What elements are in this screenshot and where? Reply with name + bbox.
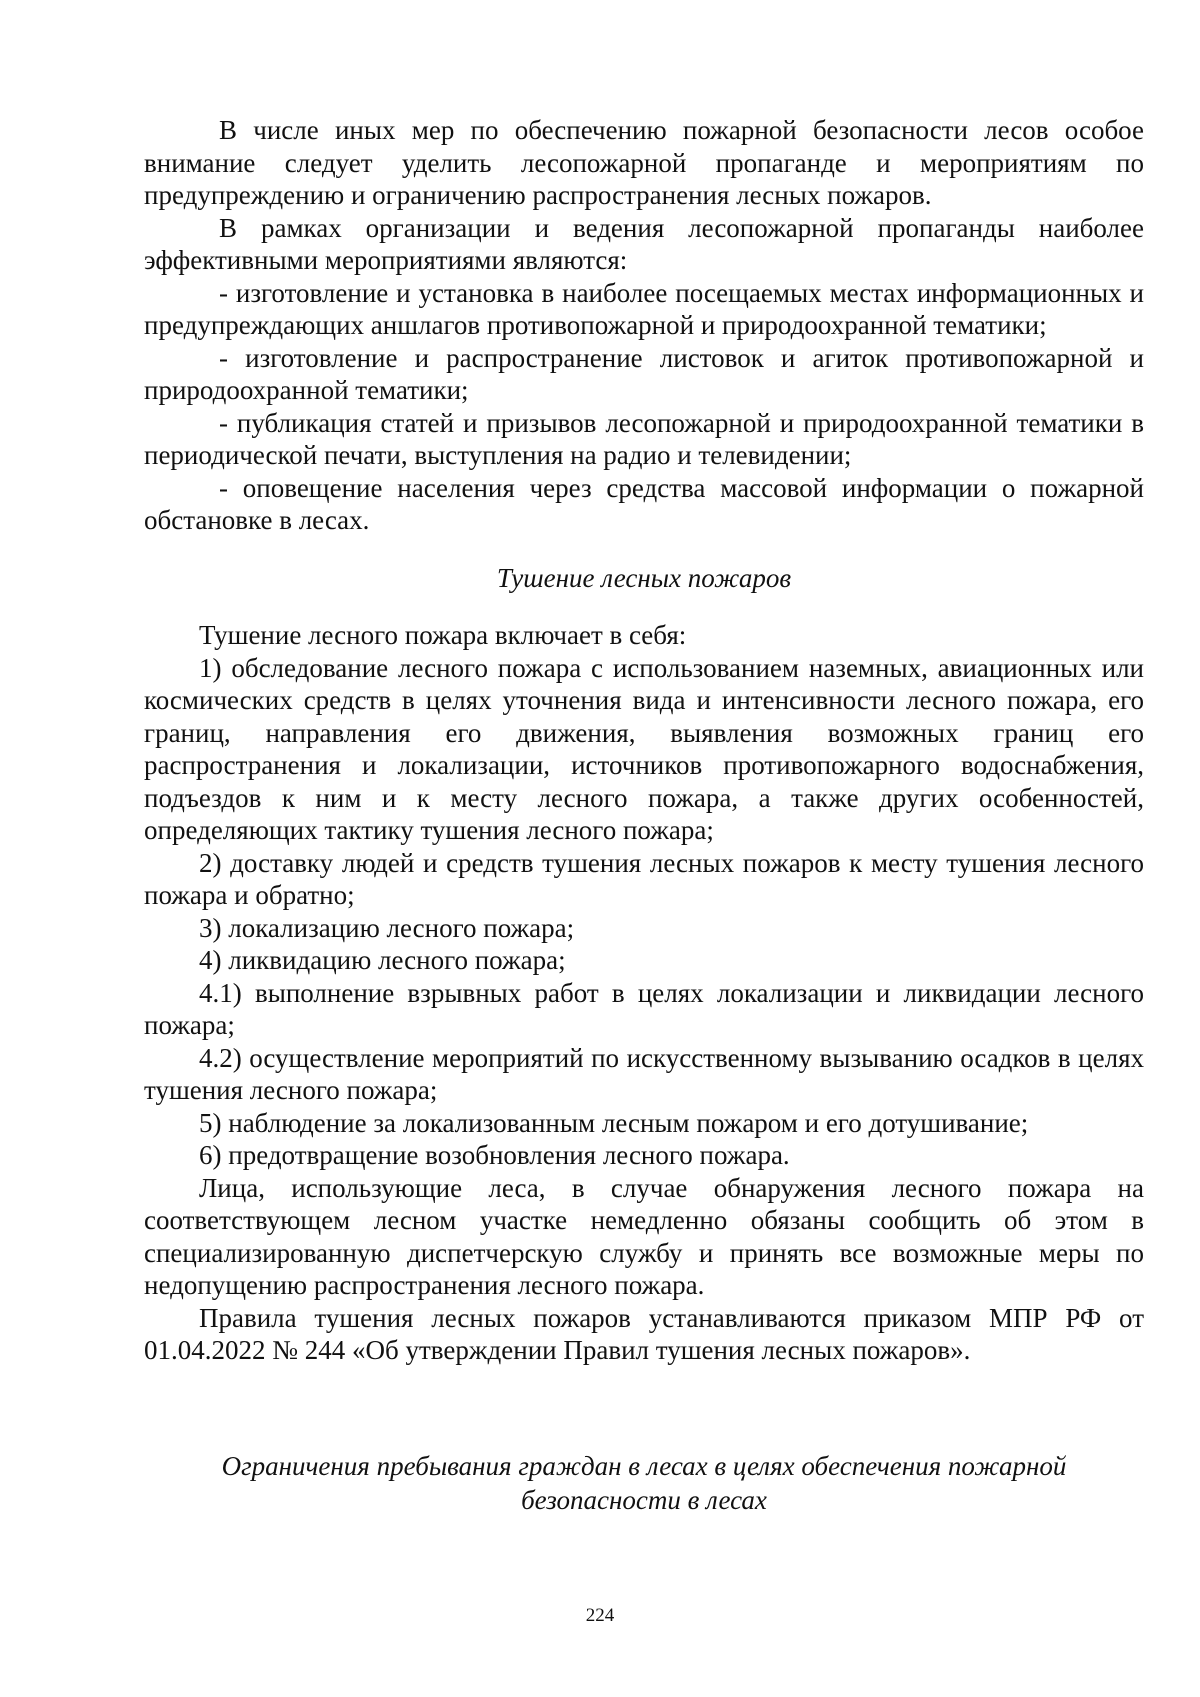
intro-paragraph: В рамках организации и ведения лесопожарной пропаганды наиболее эффективными мероприятиями являются: — [144, 212, 1144, 275]
list-item: 2) доставку людей и средств тушения лесных пожаров к месту тушения лесного пожара и обратно; — [144, 847, 1144, 910]
list-item: 3) локализацию лесного пожара; — [199, 912, 575, 943]
page-content — [144, 114, 1144, 1517]
page-number: 224 — [585, 1605, 615, 1626]
section-heading — [144, 1449, 1144, 1517]
list-item: 4) ликвидацию лесного пожара; — [199, 945, 566, 975]
list-item: - изготовление и распространение листовок и агиток противопожарной и природоохранной тематики; — [144, 342, 1144, 405]
section-lead: Тушение лесного пожара включает в себя: — [199, 620, 687, 650]
list-item: 6) предотвращение возобновления лесного пожара. — [199, 1140, 790, 1170]
body-paragraph: Лица, использующие леса, в случае обнаружения лесного пожара на соответствующем лесном участке немедленно обязаны сообщить об этом в специализированную диспетчерскую службу и принять все возможные меры по недопущению распространения лесного пожара. — [144, 1172, 1144, 1300]
list-item: - оповещение населения через средства массовой информации о пожарной обстановке в лесах. — [144, 472, 1144, 535]
list-item: 1) обследование лесного пожара с использованием наземных, авиационных или космических средств в целях уточнения вида и интенсивности лесного пожара, его границ, направления его движения, выявления возможных границ его распространения и локализации, источников противопожарного водоснабжения, подъездов к ним и к месту лесного пожара, а также других особенностей, определяющих тактику тушения лесного пожара; — [144, 652, 1144, 845]
section-heading: Тушение лесных пожаров — [496, 562, 792, 593]
list-item: - публикация статей и призывов лесопожарной и природоохранной тематики в периодической печати, выступления на радио и телевидении; — [144, 407, 1144, 470]
intro-paragraph: В числе иных мер по обеспечению пожарной безопасности лесов особое внимание следует уделить лесопожарной пропаганде и мероприятиям по предупреждению и ограничению распространения лесных пожаров. — [144, 115, 1144, 210]
section-heading-line: Ограничения пребывания граждан в лесах в целях обеспечения пожарной — [221, 1450, 1067, 1481]
list-item: - изготовление и установка в наиболее посещаемых местах информационных и предупреждающих аншлагов противопожарной и природоохранной тематики; — [144, 277, 1144, 340]
list-item: 4.2) осуществление мероприятий по искусственному вызыванию осадков в целях тушения лесного пожара; — [144, 1042, 1144, 1105]
body-paragraph: Правила тушения лесных пожаров устанавливаются приказом МПР РФ от 01.04.2022 № 244 «Об утверждении Правил тушения лесных пожаров». — [144, 1302, 1144, 1365]
list-item: 4.1) выполнение взрывных работ в целях локализации и ликвидации лесного пожара; — [144, 977, 1144, 1040]
section-heading-line: безопасности в лесах — [521, 1484, 767, 1515]
list-item: 5) наблюдение за локализованным лесным пожаром и его дотушивание; — [199, 1107, 1029, 1138]
